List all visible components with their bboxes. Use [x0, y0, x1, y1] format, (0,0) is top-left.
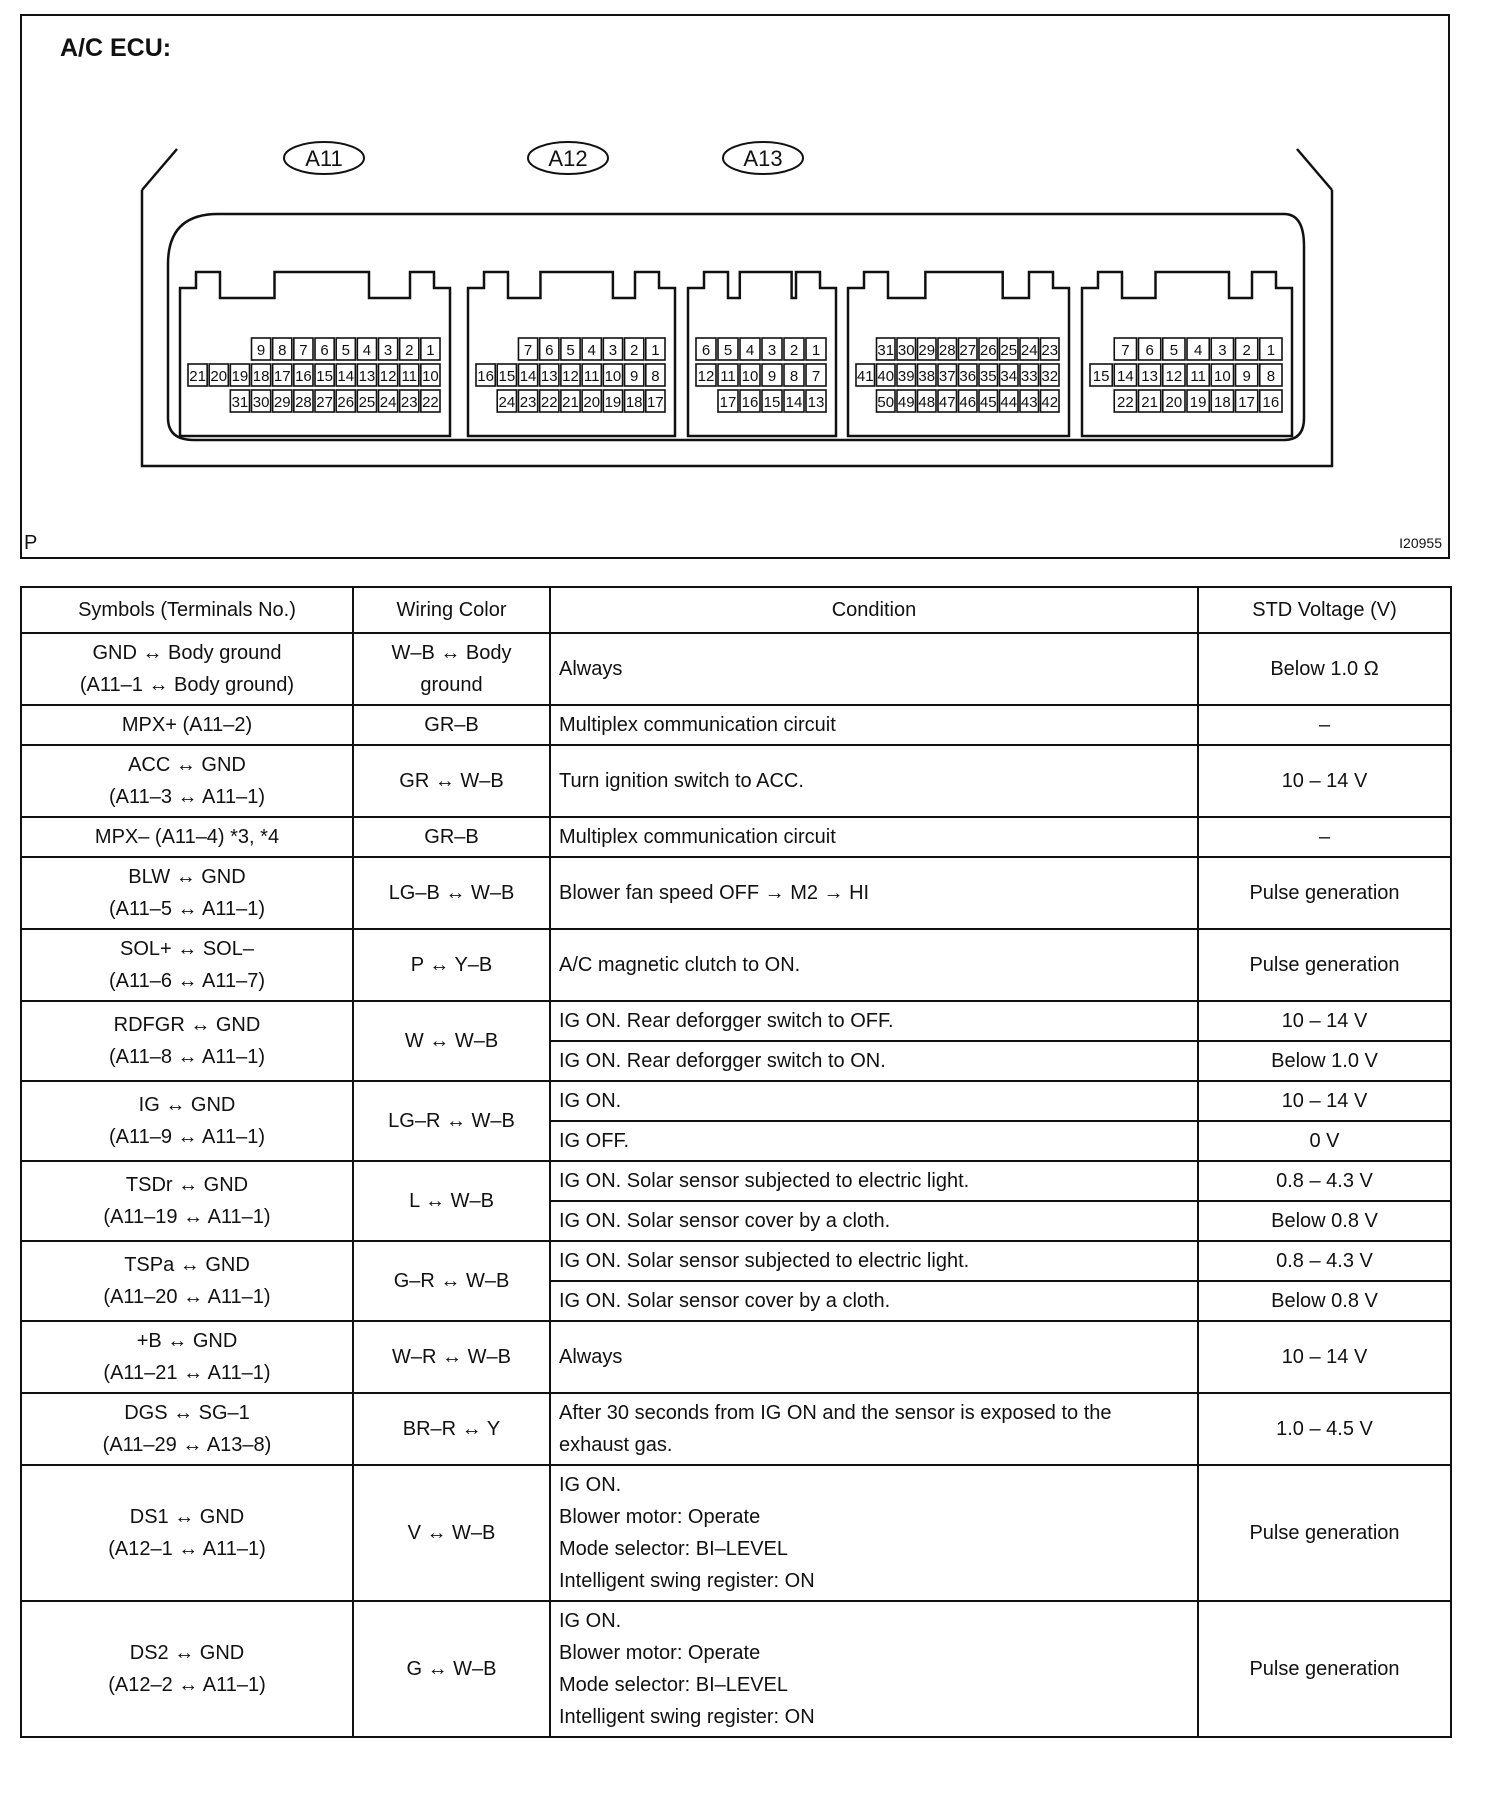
- pin-number: 31: [877, 342, 895, 359]
- condition-cell: [550, 745, 1198, 817]
- symbol-cell: [21, 1081, 353, 1161]
- pin-number: 16: [295, 368, 312, 385]
- condition-line: After 30 seconds from IG ON and the sensor is exposed to the: [559, 1402, 1112, 1424]
- symbol-line: TSDr ↔ GND: [125, 1174, 249, 1196]
- symbol-cell: [21, 857, 353, 929]
- pin-number: 4: [1193, 342, 1203, 359]
- wiring-color-cell: [353, 633, 550, 705]
- condition-line: Blower fan speed OFF → M2 → HI: [559, 882, 870, 904]
- symbol-line: (A11–6 ↔ A11–7): [108, 970, 266, 992]
- symbol-cell: [21, 1465, 353, 1601]
- wiring-color-cell: [353, 1001, 550, 1081]
- pin-number: 20: [210, 368, 228, 385]
- pin-number: 24: [498, 394, 516, 411]
- condition-line: A/C magnetic clutch to ON.: [559, 954, 801, 976]
- wiring-line: GR–B: [424, 826, 479, 848]
- pin-number: 24: [1020, 342, 1038, 359]
- symbol-cell: [21, 1001, 353, 1081]
- pin-number: 7: [299, 342, 308, 359]
- pin-number: 17: [719, 394, 737, 411]
- symbol-cell: [21, 1161, 353, 1241]
- pin-number: 46: [959, 394, 977, 411]
- table-body: [21, 633, 1451, 1737]
- wiring-line: G–R ↔ W–B: [393, 1270, 510, 1292]
- condition-line: exhaust gas.: [559, 1434, 673, 1456]
- wiring-color-cell: [353, 1161, 550, 1241]
- pin-number: 5: [566, 342, 575, 359]
- condition-line: Blower motor: Operate: [559, 1642, 761, 1664]
- pin-number: 26: [337, 394, 355, 411]
- table-row: [21, 1465, 1451, 1601]
- table-row: [21, 1001, 1451, 1041]
- pin-number: 17: [647, 394, 664, 411]
- std-voltage-cell: 0.8 – 4.3 V: [1198, 1161, 1451, 1201]
- pin-number: 4: [587, 342, 596, 359]
- pin-number: 5: [341, 342, 350, 359]
- symbol-line: (A11–3 ↔ A11–1): [108, 786, 266, 808]
- condition-cell: [550, 1041, 1198, 1081]
- std-voltage-cell: 10 – 14 V: [1198, 1081, 1451, 1121]
- ecu-housing: [142, 190, 1332, 466]
- pin-number: 36: [959, 368, 977, 385]
- table-row: [21, 1393, 1451, 1465]
- std-voltage-cell: Below 0.8 V: [1198, 1281, 1451, 1321]
- pin-number: 21: [189, 368, 206, 385]
- header-wiring-color: Wiring Color: [353, 587, 550, 633]
- wiring-color-cell: [353, 1321, 550, 1393]
- std-voltage-cell: 1.0 – 4.5 V: [1198, 1393, 1451, 1465]
- wiring-line: GR ↔ W–B: [399, 770, 504, 792]
- pin-number: 50: [877, 394, 895, 411]
- pin-number: 6: [320, 342, 329, 359]
- symbol-cell: [21, 745, 353, 817]
- std-voltage-cell: Pulse generation: [1198, 1465, 1451, 1601]
- wiring-line: V ↔ W–B: [407, 1522, 496, 1544]
- pin-number: 13: [1141, 368, 1158, 385]
- wiring-line: LG–B ↔ W–B: [388, 882, 515, 904]
- pin-number: 45: [979, 394, 997, 411]
- diagram-corner-letter: P: [24, 532, 38, 554]
- condition-line: IG OFF.: [559, 1130, 629, 1152]
- std-voltage-cell: 10 – 14 V: [1198, 1001, 1451, 1041]
- table-row: [21, 745, 1451, 817]
- pin-number: 6: [1145, 342, 1154, 359]
- pin-number: 5: [723, 342, 733, 359]
- condition-line: Intelligent swing register: ON: [559, 1706, 815, 1728]
- condition-cell: [550, 1001, 1198, 1041]
- symbol-line: IG ↔ GND: [138, 1094, 236, 1116]
- pin-number: 16: [1262, 394, 1280, 411]
- pin-number: 16: [741, 394, 759, 411]
- pin-number: 6: [545, 342, 554, 359]
- std-voltage-cell: Below 1.0 V: [1198, 1041, 1451, 1081]
- condition-cell: [550, 1393, 1198, 1465]
- pin-number: 22: [540, 394, 558, 411]
- pin-number: 22: [422, 394, 439, 411]
- pin-number: 3: [1218, 342, 1227, 359]
- pin-number: 17: [1238, 394, 1255, 411]
- wiring-color-cell: [353, 745, 550, 817]
- pin-number: 1: [651, 342, 660, 359]
- pin-number: 4: [362, 342, 372, 359]
- symbol-cell: [21, 705, 353, 745]
- pin-number: 23: [1041, 342, 1059, 359]
- condition-line: IG ON.: [559, 1610, 622, 1632]
- housing-right-edge: [1297, 149, 1332, 190]
- symbol-line: RDFGR ↔ GND: [113, 1014, 261, 1036]
- pin-number: 11: [720, 368, 736, 385]
- symbol-line: DGS ↔ SG–1: [124, 1402, 250, 1424]
- pin-number: 42: [1041, 394, 1059, 411]
- pin-number: 47: [938, 394, 956, 411]
- pin-number: 13: [540, 368, 558, 385]
- pin-number: 19: [1189, 394, 1207, 411]
- symbol-line: MPX– (A11–4) *3, *4: [94, 826, 280, 848]
- terminal-spec-table: [20, 586, 1452, 1738]
- pin-number: 10: [604, 368, 622, 385]
- pin-number: 8: [651, 368, 660, 385]
- pin-number: 11: [401, 368, 418, 385]
- condition-cell: [550, 1081, 1198, 1121]
- pin-number: 3: [767, 342, 777, 359]
- connector-label-A11: A11: [305, 146, 343, 171]
- pin-number: 25: [358, 394, 376, 411]
- pin-number: 7: [811, 368, 821, 385]
- condition-line: IG ON. Rear deforgger switch to ON.: [559, 1050, 886, 1072]
- table-row: [21, 633, 1451, 705]
- symbol-line: TSPa ↔ GND: [124, 1254, 250, 1276]
- connector-diagram: [20, 14, 1450, 559]
- symbol-line: GND ↔ Body ground: [92, 642, 282, 664]
- condition-line: Blower motor: Operate: [559, 1506, 761, 1528]
- symbol-line: SOL+ ↔ SOL–: [120, 938, 254, 960]
- symbol-line: ACC ↔ GND: [128, 754, 246, 776]
- table-row: [21, 705, 1451, 745]
- pin-number: 29: [918, 342, 936, 359]
- condition-line: IG ON.: [559, 1474, 622, 1496]
- pin-number: 20: [583, 394, 601, 411]
- pin-number: 21: [1141, 394, 1158, 411]
- pin-number: 8: [789, 368, 799, 385]
- wiring-color-cell: [353, 857, 550, 929]
- wiring-line: W–B ↔ Body: [391, 642, 512, 664]
- condition-cell: [550, 1321, 1198, 1393]
- condition-line: IG ON. Solar sensor subjected to electric light.: [559, 1250, 970, 1272]
- pin-number: 14: [1117, 368, 1134, 385]
- pin-number: 4: [745, 342, 755, 359]
- header-condition: Condition: [550, 587, 1198, 633]
- housing-left-edge: [142, 149, 177, 190]
- std-voltage-cell: Below 1.0 Ω: [1198, 633, 1451, 705]
- std-voltage-cell: Pulse generation: [1198, 1601, 1451, 1737]
- pin-number: 1: [811, 342, 821, 359]
- pin-number: 41: [856, 368, 874, 385]
- pin-number: 37: [938, 368, 956, 385]
- condition-line: IG ON.: [559, 1090, 622, 1112]
- symbol-line: (A11–20 ↔ A11–1): [103, 1286, 271, 1308]
- pin-number: 7: [523, 342, 533, 359]
- pin-number: 26: [979, 342, 997, 359]
- std-voltage-cell: –: [1198, 705, 1451, 745]
- pin-number: 49: [897, 394, 915, 411]
- pin-number: 10: [741, 368, 759, 385]
- wiring-line: P ↔ Y–B: [410, 954, 493, 976]
- pin-number: 3: [608, 342, 618, 359]
- std-voltage-cell: Pulse generation: [1198, 929, 1451, 1001]
- pin-number: 19: [604, 394, 622, 411]
- pin-number: 19: [231, 368, 249, 385]
- pin-number: 15: [763, 394, 781, 411]
- std-voltage-cell: 10 – 14 V: [1198, 745, 1451, 817]
- pin-number: 33: [1020, 368, 1038, 385]
- pin-number: 20: [1165, 394, 1183, 411]
- std-voltage-cell: Pulse generation: [1198, 857, 1451, 929]
- pin-number: 18: [625, 394, 643, 411]
- symbol-cell: [21, 1601, 353, 1737]
- pin-number: 17: [273, 368, 291, 385]
- condition-line: IG ON. Solar sensor subjected to electric light.: [559, 1170, 970, 1192]
- symbol-line: +B ↔ GND: [136, 1330, 238, 1352]
- condition-cell: [550, 857, 1198, 929]
- condition-cell: [550, 1161, 1198, 1201]
- pin-number: 9: [256, 342, 266, 359]
- std-voltage-cell: 10 – 14 V: [1198, 1321, 1451, 1393]
- table-row: [21, 1081, 1451, 1121]
- pin-number: 2: [789, 342, 799, 359]
- pin-number: 12: [697, 368, 715, 385]
- table-row: [21, 817, 1451, 857]
- table-row: [21, 1321, 1451, 1393]
- std-voltage-cell: 0 V: [1198, 1121, 1451, 1161]
- pin-number: 9: [629, 368, 639, 385]
- condition-line: IG ON. Solar sensor cover by a cloth.: [559, 1210, 891, 1232]
- pin-number: 22: [1117, 394, 1134, 411]
- symbol-line: (A11–21 ↔ A11–1): [103, 1362, 271, 1384]
- symbol-line: (A11–1 ↔ Body ground): [79, 674, 295, 696]
- table-row: [21, 929, 1451, 1001]
- condition-line: IG ON. Solar sensor cover by a cloth.: [559, 1290, 891, 1312]
- pin-number: 11: [583, 368, 600, 385]
- pin-number: 14: [785, 394, 803, 411]
- pin-number: 24: [379, 394, 397, 411]
- wiring-color-cell: [353, 1241, 550, 1321]
- pin-number: 21: [562, 394, 579, 411]
- pin-number: 9: [1242, 368, 1251, 385]
- std-voltage-cell: 0.8 – 4.3 V: [1198, 1241, 1451, 1281]
- pin-number: 13: [358, 368, 376, 385]
- symbol-line: DS1 ↔ GND: [129, 1506, 245, 1528]
- condition-cell: [550, 1241, 1198, 1281]
- symbol-cell: [21, 929, 353, 1001]
- wiring-color-cell: [353, 817, 550, 857]
- condition-line: Mode selector: BI–LEVEL: [559, 1674, 789, 1696]
- condition-line: Mode selector: BI–LEVEL: [559, 1538, 789, 1560]
- pin-number: 14: [337, 368, 355, 385]
- table-row: [21, 1161, 1451, 1201]
- ecu-connector-drawing: [22, 16, 1448, 557]
- pin-number: 48: [918, 394, 936, 411]
- condition-cell: [550, 1121, 1198, 1161]
- symbol-cell: [21, 1241, 353, 1321]
- wiring-color-cell: [353, 1081, 550, 1161]
- pin-number: 27: [959, 342, 977, 359]
- condition-cell: [550, 1465, 1198, 1601]
- header-symbols: Symbols (Terminals No.): [21, 587, 353, 633]
- pin-number: 13: [807, 394, 825, 411]
- table-row: [21, 1241, 1451, 1281]
- wiring-line: LG–R ↔ W–B: [388, 1110, 515, 1132]
- condition-cell: [550, 817, 1198, 857]
- pin-number: 29: [273, 394, 291, 411]
- pin-number: 12: [379, 368, 397, 385]
- pin-number: 8: [278, 342, 287, 359]
- table-row: [21, 1601, 1451, 1737]
- pin-number: 35: [979, 368, 997, 385]
- pin-number: 23: [400, 394, 418, 411]
- wiring-line: L ↔ W–B: [409, 1190, 494, 1212]
- pin-number: 2: [405, 342, 414, 359]
- condition-line: Intelligent swing register: ON: [559, 1570, 815, 1592]
- condition-cell: [550, 633, 1198, 705]
- pin-number: 43: [1020, 394, 1038, 411]
- pin-number: 15: [1092, 368, 1110, 385]
- symbol-line: DS2 ↔ GND: [129, 1642, 245, 1664]
- pin-number: 15: [316, 368, 333, 385]
- condition-cell: [550, 705, 1198, 745]
- pin-number: 38: [918, 368, 936, 385]
- connector-label-A13: A13: [743, 146, 783, 171]
- wiring-line: W–R ↔ W–B: [392, 1346, 511, 1368]
- symbol-cell: [21, 817, 353, 857]
- wiring-line: G ↔ W–B: [406, 1658, 497, 1680]
- pin-number: 44: [1000, 394, 1018, 411]
- condition-line: Turn ignition switch to ACC.: [559, 770, 804, 792]
- pin-number: 31: [231, 394, 249, 411]
- pin-number: 18: [1214, 394, 1231, 411]
- pin-number: 2: [1242, 342, 1251, 359]
- pin-number: 11: [1190, 368, 1206, 385]
- wiring-color-cell: [353, 1393, 550, 1465]
- pin-number: 25: [1000, 342, 1018, 359]
- symbol-line: (A11–19 ↔ A11–1): [103, 1206, 271, 1228]
- condition-cell: [550, 1281, 1198, 1321]
- symbol-line: (A11–29 ↔ A13–8): [102, 1434, 272, 1456]
- pin-number: 7: [1121, 342, 1130, 359]
- wiring-color-cell: [353, 705, 550, 745]
- pin-number: 16: [477, 368, 494, 385]
- pin-number: 15: [498, 368, 516, 385]
- condition-cell: [550, 1201, 1198, 1241]
- pin-number: 27: [316, 394, 333, 411]
- pin-number: 2: [629, 342, 639, 359]
- std-voltage-cell: Below 0.8 V: [1198, 1201, 1451, 1241]
- symbol-line: BLW ↔ GND: [128, 866, 246, 888]
- pin-number: 23: [519, 394, 537, 411]
- condition-line: Multiplex communication circuit: [559, 714, 836, 736]
- symbol-line: (A11–8 ↔ A11–1): [108, 1046, 266, 1068]
- condition-cell: [550, 929, 1198, 1001]
- pin-number: 40: [877, 368, 895, 385]
- wiring-line: W ↔ W–B: [404, 1030, 499, 1052]
- wiring-color-cell: [353, 929, 550, 1001]
- connector-label-A12: A12: [548, 146, 588, 171]
- pin-number: 30: [897, 342, 915, 359]
- pin-number: 6: [701, 342, 711, 359]
- pin-number: 18: [252, 368, 270, 385]
- symbol-line: MPX+ (A11–2): [121, 714, 253, 736]
- pin-number: 1: [426, 342, 435, 359]
- condition-cell: [550, 1601, 1198, 1737]
- diagram-title: A/C ECU:: [60, 34, 172, 62]
- pin-number: 28: [295, 394, 312, 411]
- pin-number: 28: [938, 342, 956, 359]
- pin-number: 12: [562, 368, 579, 385]
- condition-line: Always: [559, 658, 623, 680]
- symbol-cell: [21, 1393, 353, 1465]
- symbol-cell: [21, 1321, 353, 1393]
- wiring-color-cell: [353, 1465, 550, 1601]
- pin-number: 3: [383, 342, 393, 359]
- pin-number: 32: [1041, 368, 1059, 385]
- pin-number: 9: [767, 368, 777, 385]
- pin-number: 34: [1000, 368, 1018, 385]
- symbol-line: (A12–1 ↔ A11–1): [108, 1538, 266, 1560]
- condition-line: IG ON. Rear deforgger switch to OFF.: [559, 1010, 894, 1032]
- pin-number: 39: [897, 368, 915, 385]
- condition-line: Multiplex communication circuit: [559, 826, 836, 848]
- symbol-cell: [21, 633, 353, 705]
- symbol-line: (A11–5 ↔ A11–1): [108, 898, 266, 920]
- pin-number: 5: [1169, 342, 1179, 359]
- condition-line: Always: [559, 1346, 623, 1368]
- table-header-row: [21, 587, 1451, 633]
- pin-number: 10: [1214, 368, 1231, 385]
- table-row: [21, 857, 1451, 929]
- wiring-line: GR–B: [424, 714, 479, 736]
- pin-number: 14: [519, 368, 537, 385]
- pin-number: 1: [1266, 342, 1276, 359]
- std-voltage-cell: –: [1198, 817, 1451, 857]
- pin-number: 10: [422, 368, 439, 385]
- wiring-color-cell: [353, 1601, 550, 1737]
- pin-number: 12: [1165, 368, 1183, 385]
- symbol-line: (A12–2 ↔ A11–1): [108, 1674, 266, 1696]
- figure-code: I20955: [1399, 535, 1442, 551]
- pin-number: 8: [1266, 368, 1276, 385]
- header-std-voltage: STD Voltage (V): [1198, 587, 1451, 633]
- wiring-line: ground: [420, 674, 483, 696]
- wiring-line: BR–R ↔ Y: [402, 1418, 501, 1440]
- symbol-line: (A11–9 ↔ A11–1): [108, 1126, 266, 1148]
- pin-number: 30: [252, 394, 270, 411]
